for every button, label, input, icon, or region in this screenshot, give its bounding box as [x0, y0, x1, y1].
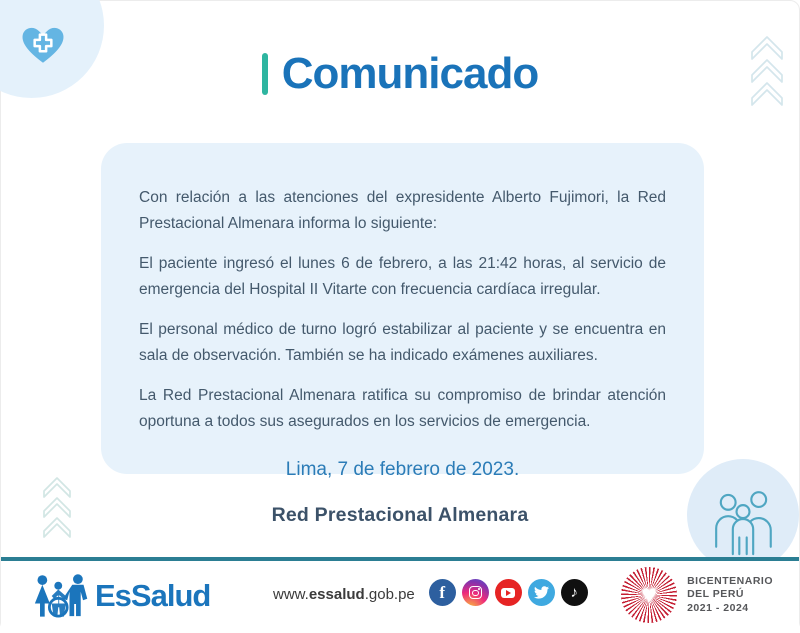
paragraph: La Red Prestacional Almenara ratifica su compromiso de brindar atención oportuna a todos sus asegurados en los servicios de emergencia.: [139, 387, 666, 430]
chevron-up-triple-icon: [747, 34, 787, 110]
bicentenario-logo: [621, 567, 773, 623]
paragraph: El personal médico de turno logró estabilizar al paciente y se encuentra en sala de observación. También se ha indicado exámenes auxiliares.: [139, 321, 666, 364]
bicentenario-line: DEL PERÚ: [687, 588, 744, 601]
heart-cutout-glyph: ♥: [641, 578, 657, 609]
facebook-icon[interactable]: f: [429, 579, 456, 606]
paragraph: Con relación a las atenciones del expresidente Alberto Fujimori, la Red Prestacional Almenara informa lo siguiente:: [139, 189, 666, 232]
bicentenario-sunburst-icon: [621, 567, 677, 623]
website-url[interactable]: [273, 586, 415, 603]
essalud-logo: [33, 573, 210, 619]
social-icons: [429, 579, 588, 606]
instagram-icon[interactable]: [462, 579, 489, 606]
page-header: [1, 49, 799, 99]
essalud-wordmark: EsSalud: [95, 578, 211, 613]
chevron-up-triple-icon: [37, 475, 77, 541]
twitter-icon[interactable]: [528, 579, 555, 606]
signature-text: Red Prestacional Almenara: [271, 504, 529, 526]
footer-divider: [1, 557, 799, 561]
bicentenario-line: BICENTENARIO: [687, 574, 773, 587]
youtube-icon[interactable]: [495, 579, 522, 606]
communique-card: [101, 143, 704, 480]
url-suffix: .gob.pe: [364, 585, 415, 603]
footer: [1, 561, 799, 633]
url-domain: essalud: [308, 585, 365, 603]
url-prefix: www.: [273, 585, 309, 603]
bicentenario-text: [687, 575, 773, 616]
dateline: Lima, 7 de febrero de 2023.: [285, 459, 520, 480]
page-title: Comunicado: [281, 49, 539, 98]
essalud-family-icon: [33, 573, 91, 619]
bicentenario-line: 2021 - 2024: [687, 601, 749, 614]
play-glyph: [501, 588, 515, 598]
tiktok-icon[interactable]: ♪: [561, 579, 588, 606]
title-accent-bar: [262, 53, 268, 95]
paragraph: El paciente ingresó el lunes 6 de febrero, a las 21:42 horas, al servicio de emergencia del Hospital II Vitarte con frecuencia cardíaca irregular.: [139, 255, 666, 298]
camera-glyph: [469, 586, 482, 599]
people-group-icon: [687, 459, 799, 571]
